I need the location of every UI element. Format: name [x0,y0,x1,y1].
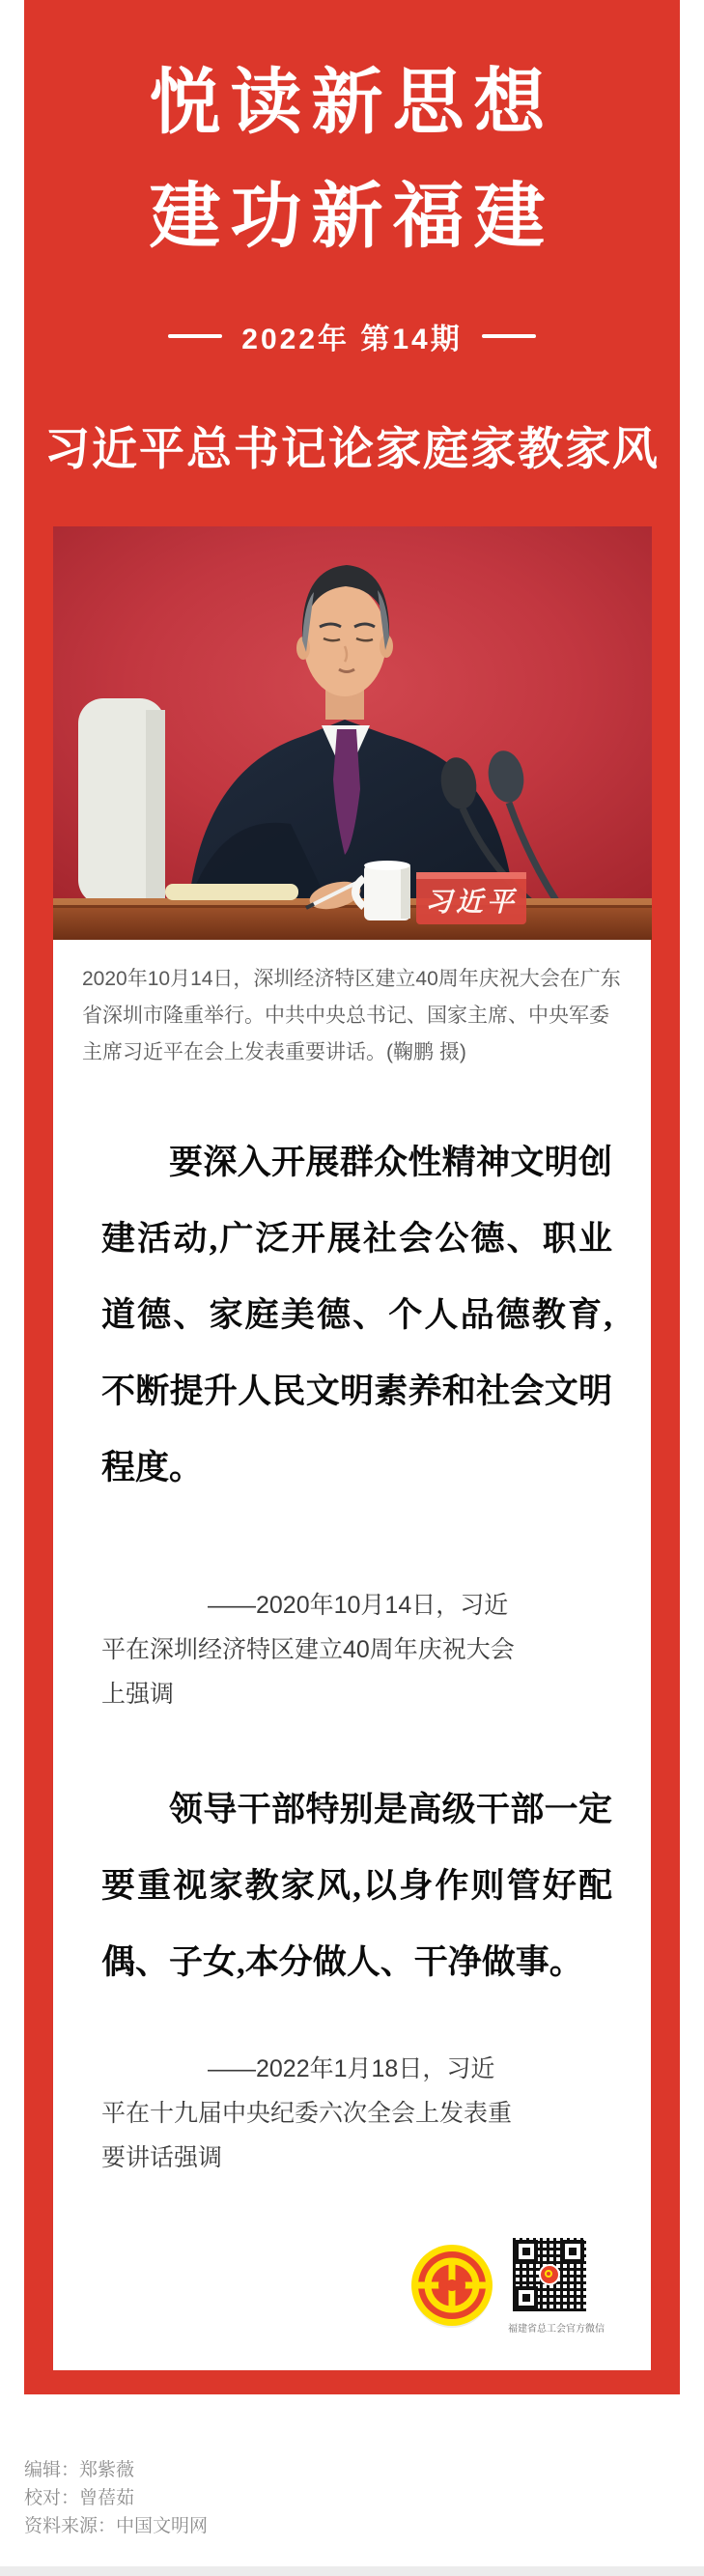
desk-papers [165,884,298,900]
trade-union-logo [409,2244,494,2329]
issue-dash-right [482,334,536,338]
qr-block [508,2238,605,2335]
photo-caption: 2020年10月14日，深圳经济特区建立40周年庆祝大会在广东省深圳市隆重举行。中共中央总书记、国家主席、中央军委主席习近平在会上发表重要讲话。(鞠鹏 摄) [82,968,621,1063]
white-chair [78,698,165,905]
issue-dash-left [168,334,222,338]
name-placard [416,872,526,924]
footer-logo-row [53,2238,651,2335]
page-title: 习近平总书记论家庭家教家风 [44,423,660,474]
issue-row [24,315,680,357]
qr-caption: 福建省总工会官方微信 [508,2324,605,2335]
photo-illustration [53,526,652,940]
placard-name: 习近平 [424,888,519,918]
quote-1: 要深入开展群众性精神文明创建活动,广泛开展社会公德、职业道德、家庭美德、个人品德教育,不断提升人民文明素养和社会文明程度。 [101,1144,612,1486]
header-banner [24,0,680,526]
credit-proofreader: 校对：曾蓓茹 [24,2488,135,2508]
desk [53,898,652,940]
qr-finder-icon [515,2240,538,2263]
quote-1-attribution: ——2020年10月14日，习近平在深圳经济特区建立40周年庆祝大会上强调 [101,1592,515,1708]
credits-block [0,2394,704,2540]
quote-2: 领导干部特别是高级干部一定要重视家教家风,以身作则管好配偶、子女,本分做人、干净做事。 [101,1791,612,1981]
poster-frame [24,0,680,2394]
qr-finder-icon [561,2240,584,2263]
banner-slogan-line1: 悦读新思想 [149,62,555,142]
qr-center-logo-icon [539,2264,560,2285]
qr-finder-icon [515,2286,538,2309]
banner-slogan-line2: 建功新福建 [149,176,555,256]
article-body [53,940,651,2370]
bottom-divider [0,2566,704,2576]
credit-editor: 编辑：郑紫薇 [24,2460,135,2480]
photo-xi-jinping-speech [53,526,652,940]
wechat-qr-code [513,2238,586,2311]
issue-label: 2022年 第14期 [241,324,463,355]
quote-2-attribution: ——2022年1月18日，习近平在十九届中央纪委六次全会上发表重要讲话强调 [101,2055,513,2171]
credit-source: 资料来源：中国文明网 [24,2516,209,2536]
